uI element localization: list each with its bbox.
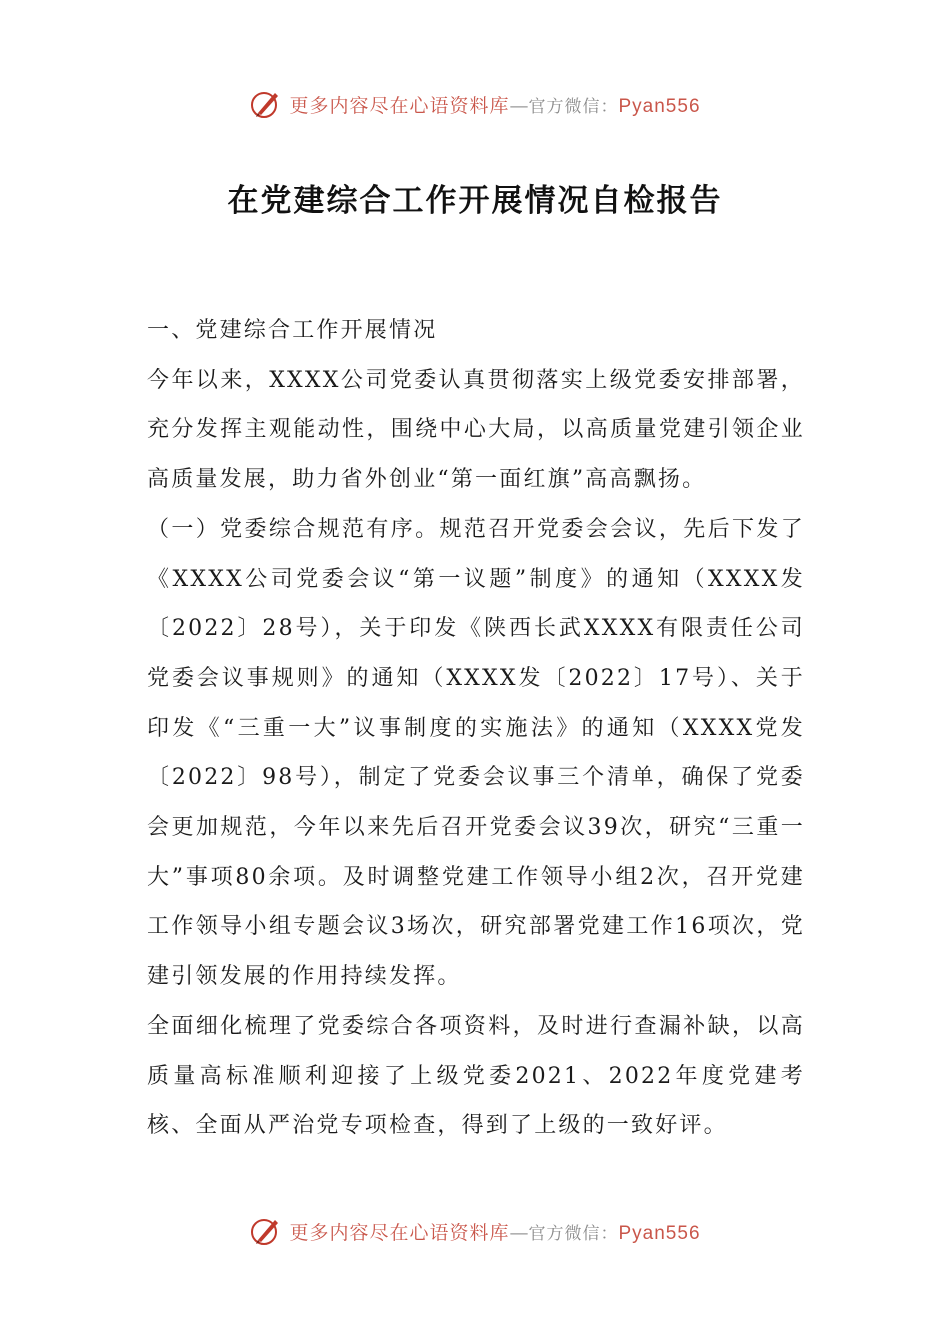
- watermark-dash: —: [509, 1221, 529, 1244]
- quill-logo-icon: [249, 1214, 283, 1248]
- watermark-prefix: 更多内容尽在心语资料库: [289, 94, 510, 117]
- document-body: [147, 306, 805, 1151]
- watermark-dash: —: [509, 94, 529, 117]
- body-paragraph: （一）党委综合规范有序。规范召开党委会会议，先后下发了《XXXX公司党委会议“第一议题”制度》的通知（XXXX发〔2022〕28号），关于印发《陕西长武XXXX有限责任公司党委会议事规则》的通知（XXXX发〔2022〕17号）、关于印发《“三重一大”议事制度的实施法》的通知（XXXX党发〔2022〕98号），制定了党委会议事三个清单，确保了党委会更加规范，今年以来先后召开党委会议39次，研究“三重一大”事项80余项。及时调整党建工作领导小组2次，召开党建工作领导小组专题会议3场次，研究部署党建工作16项次，党建引领发展的作用持续发挥。: [147, 516, 805, 990]
- watermark-header: [0, 84, 950, 124]
- body-paragraph: 今年以来，XXXX公司党委认真贯彻落实上级党委安排部署，充分发挥主观能动性，围绕中心大局，以高质量党建引领企业高质量发展，助力省外创业“第一面红旗”高高飘扬。: [147, 367, 805, 493]
- watermark-wechat-id: Pyan556: [618, 95, 701, 117]
- watermark-wechat-label: 官方微信：: [528, 96, 619, 117]
- watermark-text: [289, 91, 700, 118]
- body-paragraph: 全面细化梳理了党委综合各项资料，及时进行查漏补缺，以高质量高标准顺利迎接了上级党委2021、2022年度党建考核、全面从严治党专项检查，得到了上级的一致好评。: [147, 1013, 805, 1139]
- section-heading: 一、党建综合工作开展情况: [147, 318, 438, 343]
- watermark-text: [289, 1218, 700, 1245]
- watermark-prefix: 更多内容尽在心语资料库: [289, 1221, 510, 1244]
- document-title: 在党建综合工作开展情况自检报告: [227, 183, 723, 219]
- watermark-wechat-id: Pyan556: [618, 1222, 701, 1244]
- watermark-footer: [0, 1211, 950, 1251]
- quill-logo-icon: [249, 87, 283, 121]
- watermark-wechat-label: 官方微信：: [528, 1223, 619, 1244]
